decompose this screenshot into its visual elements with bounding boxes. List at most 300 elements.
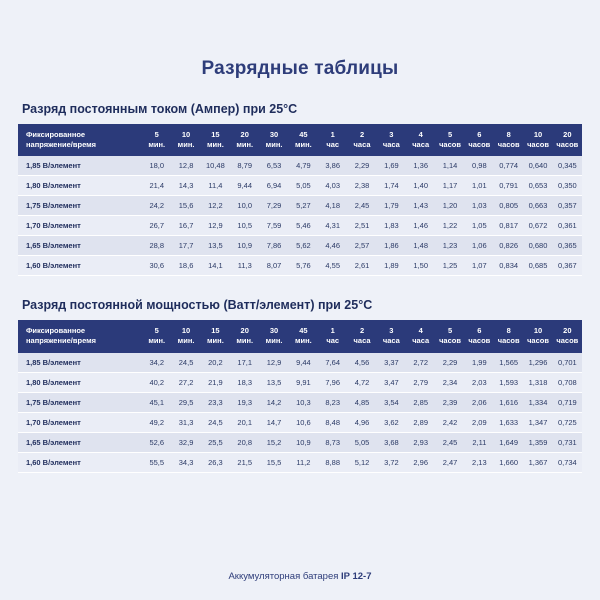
cell: 1,318 bbox=[523, 372, 552, 392]
cell: 4,56 bbox=[347, 353, 376, 373]
column-header-line1: 3 bbox=[389, 130, 394, 139]
cell: 2,03 bbox=[465, 372, 494, 392]
cell: 7,86 bbox=[259, 236, 288, 256]
cell: 21,9 bbox=[201, 372, 230, 392]
column-header-line1: Фиксированное bbox=[26, 326, 86, 336]
cell: 7,29 bbox=[259, 196, 288, 216]
row-label: 1,85 В/элемент bbox=[18, 156, 142, 176]
column-header-line2: мин. bbox=[236, 336, 254, 346]
cell: 21,4 bbox=[142, 176, 171, 196]
cell: 15,5 bbox=[259, 452, 288, 472]
cell: 3,72 bbox=[377, 452, 406, 472]
cell: 26,7 bbox=[142, 216, 171, 236]
cell: 10,9 bbox=[230, 236, 259, 256]
column-header-1h bbox=[318, 320, 347, 352]
cell: 2,51 bbox=[347, 216, 376, 236]
cell: 8,48 bbox=[318, 412, 347, 432]
cell: 49,2 bbox=[142, 412, 171, 432]
cell: 34,2 bbox=[142, 353, 171, 373]
table-row bbox=[18, 372, 582, 392]
table-row bbox=[18, 236, 582, 256]
cell: 16,7 bbox=[171, 216, 200, 236]
cell: 14,3 bbox=[171, 176, 200, 196]
column-header-15min bbox=[201, 124, 230, 156]
cell: 2,93 bbox=[406, 432, 435, 452]
cell: 12,9 bbox=[201, 216, 230, 236]
cell: 8,07 bbox=[259, 256, 288, 276]
column-header-line1: 1 bbox=[330, 130, 335, 139]
cell: 3,86 bbox=[318, 156, 347, 176]
table-row bbox=[18, 156, 582, 176]
column-header-line1: 3 bbox=[389, 326, 394, 336]
column-header-line1: 45 bbox=[299, 130, 308, 139]
cell: 1,616 bbox=[494, 392, 523, 412]
column-header-10min bbox=[171, 320, 200, 352]
column-header-line1: 5 bbox=[447, 130, 453, 139]
column-header-line1: 4 bbox=[418, 130, 423, 139]
cell: 0,826 bbox=[494, 236, 523, 256]
cell: 10,0 bbox=[230, 196, 259, 216]
row-label: 1,80 В/элемент bbox=[18, 372, 142, 392]
cell: 34,3 bbox=[171, 452, 200, 472]
row-label: 1,85 В/элемент bbox=[18, 353, 142, 373]
column-header-line1: 6 bbox=[477, 130, 482, 139]
column-header-line1: Фиксированное bbox=[26, 130, 86, 139]
cell: 6,53 bbox=[259, 156, 288, 176]
table-row bbox=[18, 392, 582, 412]
row-label: 1,70 В/элемент bbox=[18, 412, 142, 432]
cell: 2,11 bbox=[465, 432, 494, 452]
column-header-line2: мин. bbox=[148, 336, 166, 346]
column-header-20min bbox=[230, 320, 259, 352]
cell: 14,2 bbox=[259, 392, 288, 412]
column-header-3h bbox=[377, 320, 406, 352]
column-header-line2: напряжение/время bbox=[26, 140, 97, 150]
cell: 5,62 bbox=[289, 236, 318, 256]
cell: 1,46 bbox=[406, 216, 435, 236]
cell: 11,4 bbox=[201, 176, 230, 196]
cell: 8,23 bbox=[318, 392, 347, 412]
column-header-6h bbox=[465, 320, 494, 352]
cell: 0,708 bbox=[553, 372, 582, 392]
table-row bbox=[18, 353, 582, 373]
cell: 15,2 bbox=[259, 432, 288, 452]
column-header-8h bbox=[494, 124, 523, 156]
cell: 8,73 bbox=[318, 432, 347, 452]
cell: 1,89 bbox=[377, 256, 406, 276]
column-header-line2: часа bbox=[353, 140, 371, 150]
cell: 2,45 bbox=[347, 196, 376, 216]
cell: 5,76 bbox=[289, 256, 318, 276]
cell: 2,29 bbox=[435, 353, 464, 373]
column-header-line2: напряжение/время bbox=[26, 336, 97, 346]
cell: 18,6 bbox=[171, 256, 200, 276]
column-header-line2: мин. bbox=[294, 140, 312, 150]
cell: 31,3 bbox=[171, 412, 200, 432]
discharge-current-table bbox=[18, 124, 582, 276]
cell: 5,05 bbox=[347, 432, 376, 452]
column-header-line2: мин. bbox=[177, 140, 195, 150]
column-header-line1: 10 bbox=[181, 130, 191, 139]
cell: 1,359 bbox=[523, 432, 552, 452]
cell: 52,6 bbox=[142, 432, 171, 452]
cell: 4,55 bbox=[318, 256, 347, 276]
column-header-line2: часа bbox=[353, 336, 371, 346]
cell: 5,12 bbox=[347, 452, 376, 472]
cell: 0,672 bbox=[523, 216, 552, 236]
column-header-4h bbox=[406, 320, 435, 352]
cell: 13,5 bbox=[259, 372, 288, 392]
cell: 1,01 bbox=[465, 176, 494, 196]
cell: 24,5 bbox=[201, 412, 230, 432]
cell: 14,7 bbox=[259, 412, 288, 432]
column-header-30min bbox=[259, 124, 288, 156]
cell: 0,731 bbox=[553, 432, 582, 452]
cell: 11,3 bbox=[230, 256, 259, 276]
column-header-line1: 5 bbox=[154, 130, 159, 139]
cell: 14,1 bbox=[201, 256, 230, 276]
column-header-10h bbox=[523, 320, 552, 352]
cell: 32,9 bbox=[171, 432, 200, 452]
cell: 1,14 bbox=[435, 156, 464, 176]
cell: 2,85 bbox=[406, 392, 435, 412]
cell: 7,59 bbox=[259, 216, 288, 236]
cell: 0,805 bbox=[494, 196, 523, 216]
row-label: 1,65 В/элемент bbox=[18, 432, 142, 452]
cell: 1,565 bbox=[494, 353, 523, 373]
cell: 0,361 bbox=[553, 216, 582, 236]
cell: 5,46 bbox=[289, 216, 318, 236]
table-row bbox=[18, 216, 582, 236]
cell: 20,8 bbox=[230, 432, 259, 452]
cell: 2,29 bbox=[347, 156, 376, 176]
column-header-line2: часов bbox=[556, 336, 579, 346]
cell: 2,34 bbox=[435, 372, 464, 392]
cell: 12,9 bbox=[259, 353, 288, 373]
column-header-line1: 5 bbox=[154, 326, 159, 336]
column-header-line1: 8 bbox=[506, 326, 511, 336]
row-label: 1,70 В/элемент bbox=[18, 216, 142, 236]
column-header-5min bbox=[142, 124, 171, 156]
section-current-discharge bbox=[18, 102, 582, 276]
column-header-voltage bbox=[18, 124, 142, 156]
cell: 1,649 bbox=[494, 432, 523, 452]
cell: 2,47 bbox=[435, 452, 464, 472]
column-header-2h bbox=[347, 320, 376, 352]
cell: 4,31 bbox=[318, 216, 347, 236]
cell: 13,5 bbox=[201, 236, 230, 256]
column-header-line2: часа bbox=[412, 336, 430, 346]
cell: 40,2 bbox=[142, 372, 171, 392]
cell: 12,2 bbox=[201, 196, 230, 216]
cell: 0,834 bbox=[494, 256, 523, 276]
cell: 9,91 bbox=[289, 372, 318, 392]
cell: 2,61 bbox=[347, 256, 376, 276]
cell: 1,43 bbox=[406, 196, 435, 216]
section-power-discharge bbox=[18, 298, 582, 472]
cell: 2,06 bbox=[465, 392, 494, 412]
cell: 1,79 bbox=[377, 196, 406, 216]
cell: 1,48 bbox=[406, 236, 435, 256]
footer-model: IP 12-7 bbox=[341, 571, 372, 582]
cell: 4,46 bbox=[318, 236, 347, 256]
cell: 9,44 bbox=[289, 353, 318, 373]
column-header-line1: 10 bbox=[533, 326, 543, 336]
column-header-line1: 2 bbox=[359, 130, 365, 139]
column-header-20h bbox=[553, 124, 582, 156]
cell: 1,07 bbox=[465, 256, 494, 276]
cell: 0,685 bbox=[523, 256, 552, 276]
cell: 1,20 bbox=[435, 196, 464, 216]
column-header-line2: часов bbox=[439, 140, 461, 150]
column-header-5h bbox=[435, 124, 464, 156]
cell: 3,62 bbox=[377, 412, 406, 432]
column-header-line1: 2 bbox=[359, 326, 365, 336]
column-header-5min bbox=[142, 320, 171, 352]
cell: 0,734 bbox=[553, 452, 582, 472]
cell: 18,0 bbox=[142, 156, 171, 176]
cell: 2,79 bbox=[406, 372, 435, 392]
cell: 2,09 bbox=[465, 412, 494, 432]
cell: 24,2 bbox=[142, 196, 171, 216]
table-header bbox=[18, 320, 582, 352]
cell: 1,17 bbox=[435, 176, 464, 196]
column-header-line2: часа bbox=[412, 140, 430, 150]
cell: 0,719 bbox=[553, 392, 582, 412]
cell: 4,96 bbox=[347, 412, 376, 432]
cell: 1,50 bbox=[406, 256, 435, 276]
column-header-1h bbox=[318, 124, 347, 156]
cell: 30,6 bbox=[142, 256, 171, 276]
column-header-line2: мин. bbox=[148, 140, 166, 150]
cell: 1,22 bbox=[435, 216, 464, 236]
column-header-line2: часов bbox=[497, 140, 520, 150]
cell: 1,74 bbox=[377, 176, 406, 196]
column-header-10h bbox=[523, 124, 552, 156]
cell: 2,45 bbox=[435, 432, 464, 452]
cell: 0,817 bbox=[494, 216, 523, 236]
discharge-power-table bbox=[18, 320, 582, 472]
column-header-6h bbox=[465, 124, 494, 156]
cell: 0,640 bbox=[523, 156, 552, 176]
column-header-3h bbox=[377, 124, 406, 156]
column-header-line2: мин. bbox=[177, 336, 195, 346]
column-header-line1: 6 bbox=[477, 326, 482, 336]
column-header-line1: 5 bbox=[447, 326, 453, 336]
cell: 2,96 bbox=[406, 452, 435, 472]
footer-text: Аккумуляторная батарея bbox=[228, 571, 342, 582]
cell: 9,44 bbox=[230, 176, 259, 196]
cell: 55,5 bbox=[142, 452, 171, 472]
table-row bbox=[18, 432, 582, 452]
table-body bbox=[18, 156, 582, 276]
cell: 3,68 bbox=[377, 432, 406, 452]
column-header-line1: 30 bbox=[269, 326, 279, 336]
cell: 0,774 bbox=[494, 156, 523, 176]
cell: 19,3 bbox=[230, 392, 259, 412]
cell: 23,3 bbox=[201, 392, 230, 412]
cell: 27,2 bbox=[171, 372, 200, 392]
cell: 3,54 bbox=[377, 392, 406, 412]
cell: 0,701 bbox=[553, 353, 582, 373]
cell: 1,40 bbox=[406, 176, 435, 196]
column-header-10min bbox=[171, 124, 200, 156]
row-label: 1,75 В/элемент bbox=[18, 196, 142, 216]
cell: 1,69 bbox=[377, 156, 406, 176]
cell: 1,296 bbox=[523, 353, 552, 373]
cell: 0,345 bbox=[553, 156, 582, 176]
cell: 4,03 bbox=[318, 176, 347, 196]
cell: 10,9 bbox=[289, 432, 318, 452]
table-row bbox=[18, 256, 582, 276]
cell: 2,13 bbox=[465, 452, 494, 472]
table-row bbox=[18, 196, 582, 216]
column-header-line2: часов bbox=[556, 140, 579, 150]
column-header-line1: 1 bbox=[330, 326, 335, 336]
column-header-line1: 20 bbox=[563, 130, 572, 139]
cell: 1,334 bbox=[523, 392, 552, 412]
table-row bbox=[18, 452, 582, 472]
column-header-4h bbox=[406, 124, 435, 156]
column-header-line1: 4 bbox=[418, 326, 423, 336]
column-header-line1: 15 bbox=[211, 326, 220, 336]
row-label: 1,75 В/элемент bbox=[18, 392, 142, 412]
cell: 1,06 bbox=[465, 236, 494, 256]
cell: 7,64 bbox=[318, 353, 347, 373]
cell: 17,1 bbox=[230, 353, 259, 373]
cell: 1,23 bbox=[435, 236, 464, 256]
cell: 1,593 bbox=[494, 372, 523, 392]
cell: 0,350 bbox=[553, 176, 582, 196]
column-header-line1: 20 bbox=[240, 326, 249, 336]
row-label: 1,65 В/элемент bbox=[18, 236, 142, 256]
section-title: Разряд постоянным током (Ампер) при 25°C bbox=[22, 102, 298, 116]
cell: 3,37 bbox=[377, 353, 406, 373]
table-row bbox=[18, 412, 582, 432]
column-header-line1: 45 bbox=[299, 326, 308, 336]
column-header-line1: 20 bbox=[240, 130, 249, 139]
column-header-20min bbox=[230, 124, 259, 156]
column-header-voltage bbox=[18, 320, 142, 352]
cell: 1,03 bbox=[465, 196, 494, 216]
table-header-row bbox=[18, 320, 582, 352]
column-header-line1: 8 bbox=[506, 130, 511, 139]
column-header-line2: час bbox=[326, 336, 340, 346]
cell: 15,6 bbox=[171, 196, 200, 216]
cell: 1,633 bbox=[494, 412, 523, 432]
cell: 17,7 bbox=[171, 236, 200, 256]
cell: 1,347 bbox=[523, 412, 552, 432]
column-header-line2: часов bbox=[468, 140, 491, 150]
column-header-30min bbox=[259, 320, 288, 352]
cell: 0,663 bbox=[523, 196, 552, 216]
cell: 10,5 bbox=[230, 216, 259, 236]
cell: 45,1 bbox=[142, 392, 171, 412]
section-title: Разряд постоянной мощностью (Ватт/элемент) при 25°C bbox=[22, 298, 373, 313]
cell: 2,39 bbox=[435, 392, 464, 412]
cell: 11,2 bbox=[289, 452, 318, 472]
cell: 0,680 bbox=[523, 236, 552, 256]
cell: 10,6 bbox=[289, 412, 318, 432]
cell: 1,86 bbox=[377, 236, 406, 256]
cell: 1,367 bbox=[523, 452, 552, 472]
cell: 20,1 bbox=[230, 412, 259, 432]
column-header-45min bbox=[289, 124, 318, 156]
column-header-line1: 10 bbox=[533, 130, 543, 139]
footer bbox=[0, 571, 600, 582]
cell: 20,2 bbox=[201, 353, 230, 373]
cell: 12,8 bbox=[171, 156, 200, 176]
table-header bbox=[18, 124, 582, 156]
cell: 1,05 bbox=[465, 216, 494, 236]
column-header-line2: мин. bbox=[207, 336, 224, 346]
cell: 1,36 bbox=[406, 156, 435, 176]
cell: 10,48 bbox=[201, 156, 230, 176]
table-header-row bbox=[18, 124, 582, 156]
cell: 7,96 bbox=[318, 372, 347, 392]
cell: 1,83 bbox=[377, 216, 406, 236]
cell: 18,3 bbox=[230, 372, 259, 392]
column-header-5h bbox=[435, 320, 464, 352]
column-header-line2: часов bbox=[468, 336, 491, 346]
cell: 5,27 bbox=[289, 196, 318, 216]
cell: 0,98 bbox=[465, 156, 494, 176]
cell: 2,57 bbox=[347, 236, 376, 256]
table-row bbox=[18, 176, 582, 196]
page-title: Разрядные таблицы bbox=[201, 58, 399, 79]
table-body bbox=[18, 353, 582, 473]
cell: 2,89 bbox=[406, 412, 435, 432]
cell: 24,5 bbox=[171, 353, 200, 373]
column-header-line1: 30 bbox=[269, 130, 279, 139]
cell: 4,85 bbox=[347, 392, 376, 412]
column-header-line1: 15 bbox=[211, 130, 220, 139]
row-label: 1,60 В/элемент bbox=[18, 256, 142, 276]
row-label: 1,80 В/элемент bbox=[18, 176, 142, 196]
column-header-line2: часов bbox=[527, 336, 549, 346]
cell: 0,367 bbox=[553, 256, 582, 276]
cell: 0,653 bbox=[523, 176, 552, 196]
column-header-line2: часов bbox=[439, 336, 461, 346]
column-header-15min bbox=[201, 320, 230, 352]
column-header-line2: мин. bbox=[265, 336, 283, 346]
cell: 4,18 bbox=[318, 196, 347, 216]
cell: 0,725 bbox=[553, 412, 582, 432]
column-header-line2: мин. bbox=[236, 140, 254, 150]
column-header-line2: мин. bbox=[265, 140, 283, 150]
cell: 1,660 bbox=[494, 452, 523, 472]
cell: 4,72 bbox=[347, 372, 376, 392]
cell: 2,42 bbox=[435, 412, 464, 432]
column-header-line1: 10 bbox=[181, 326, 191, 336]
cell: 25,5 bbox=[201, 432, 230, 452]
column-header-8h bbox=[494, 320, 523, 352]
column-header-line2: часа bbox=[382, 140, 400, 150]
column-header-line2: мин. bbox=[207, 140, 224, 150]
cell: 1,25 bbox=[435, 256, 464, 276]
column-header-20h bbox=[553, 320, 582, 352]
cell: 4,79 bbox=[289, 156, 318, 176]
cell: 5,05 bbox=[289, 176, 318, 196]
row-label: 1,60 В/элемент bbox=[18, 452, 142, 472]
cell: 0,791 bbox=[494, 176, 523, 196]
column-header-line2: часов bbox=[527, 140, 549, 150]
cell: 1,99 bbox=[465, 353, 494, 373]
cell: 10,3 bbox=[289, 392, 318, 412]
cell: 8,88 bbox=[318, 452, 347, 472]
column-header-line2: часов bbox=[497, 336, 520, 346]
cell: 6,94 bbox=[259, 176, 288, 196]
